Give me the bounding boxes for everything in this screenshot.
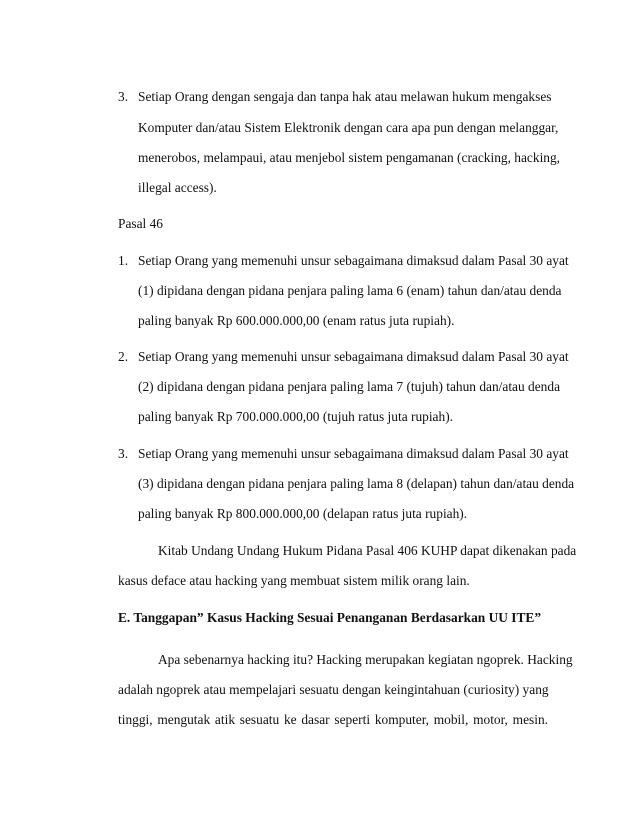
list-item-text: Setiap Orang dengan sengaja dan tanpa hak atau melawan hukum mengakses — [138, 89, 552, 104]
hacking-paragraph-line-3: tinggi, mengutak atik sesuatu ke dasar seperti komputer, mobil, motor, mesin. — [118, 712, 548, 727]
list-item-3-line-2: Komputer dan/atau Sistem Elektronik dengan cara apa pun dengan melanggar, — [138, 120, 559, 135]
pasal-heading: Pasal 46 — [118, 216, 164, 231]
list-item-number: 3. — [118, 446, 129, 461]
pasal-item-2-line-2: (2) dipidana dengan pidana penjara paling lama 7 (tujuh) tahun dan/atau denda — [138, 379, 561, 394]
list-item-3-line-4: illegal access). — [138, 180, 217, 195]
hacking-paragraph-line-2: adalah ngoprek atau mempelajari sesuatu dengan keingintahuan (curiosity) yang — [118, 682, 549, 697]
kuhp-paragraph-line-1: Kitab Undang Undang Hukum Pidana Pasal 406 KUHP dapat dikenakan pada — [158, 543, 577, 558]
list-item-text: Setiap Orang yang memenuhi unsur sebagaimana dimaksud dalam Pasal 30 ayat — [138, 446, 569, 461]
pasal-item-1-line-3: paling banyak Rp 600.000.000,00 (enam ratus juta rupiah). — [138, 313, 455, 328]
kuhp-paragraph-line-2: kasus deface atau hacking yang membuat sistem milik orang lain. — [118, 573, 470, 588]
list-item-number: 1. — [118, 253, 129, 268]
list-item-number: 3. — [118, 89, 129, 104]
pasal-item-1-line-1 — [118, 252, 569, 270]
list-item-text: Setiap Orang yang memenuhi unsur sebagaimana dimaksud dalam Pasal 30 ayat — [138, 349, 569, 364]
pasal-item-1-line-2: (1) dipidana dengan pidana penjara paling lama 6 (enam) tahun dan/atau denda — [138, 283, 562, 298]
pasal-item-3-line-1 — [118, 445, 569, 463]
hacking-paragraph-line-1: Apa sebenarnya hacking itu? Hacking merupakan kegiatan ngoprek. Hacking — [158, 652, 573, 667]
pasal-item-3-line-2: (3) dipidana dengan pidana penjara paling lama 8 (delapan) tahun dan/atau denda — [138, 476, 575, 491]
pasal-item-2-line-3: paling banyak Rp 700.000.000,00 (tujuh ratus juta rupiah). — [138, 409, 454, 424]
list-item-text: Setiap Orang yang memenuhi unsur sebagaimana dimaksud dalam Pasal 30 ayat — [138, 253, 569, 268]
pasal-item-2-line-1 — [118, 348, 569, 366]
pasal-item-3-line-3: paling banyak Rp 800.000.000,00 (delapan ratus juta rupiah). — [138, 506, 468, 521]
list-item-number: 2. — [118, 349, 129, 364]
section-heading: E. Tanggapan” Kasus Hacking Sesuai Penanganan Berdasarkan UU ITE” — [118, 610, 542, 625]
list-item-3-line-1 — [118, 88, 552, 106]
list-item-3-line-3: menerobos, melampaui, atau menjebol sistem pengamanan (cracking, hacking, — [138, 150, 561, 165]
